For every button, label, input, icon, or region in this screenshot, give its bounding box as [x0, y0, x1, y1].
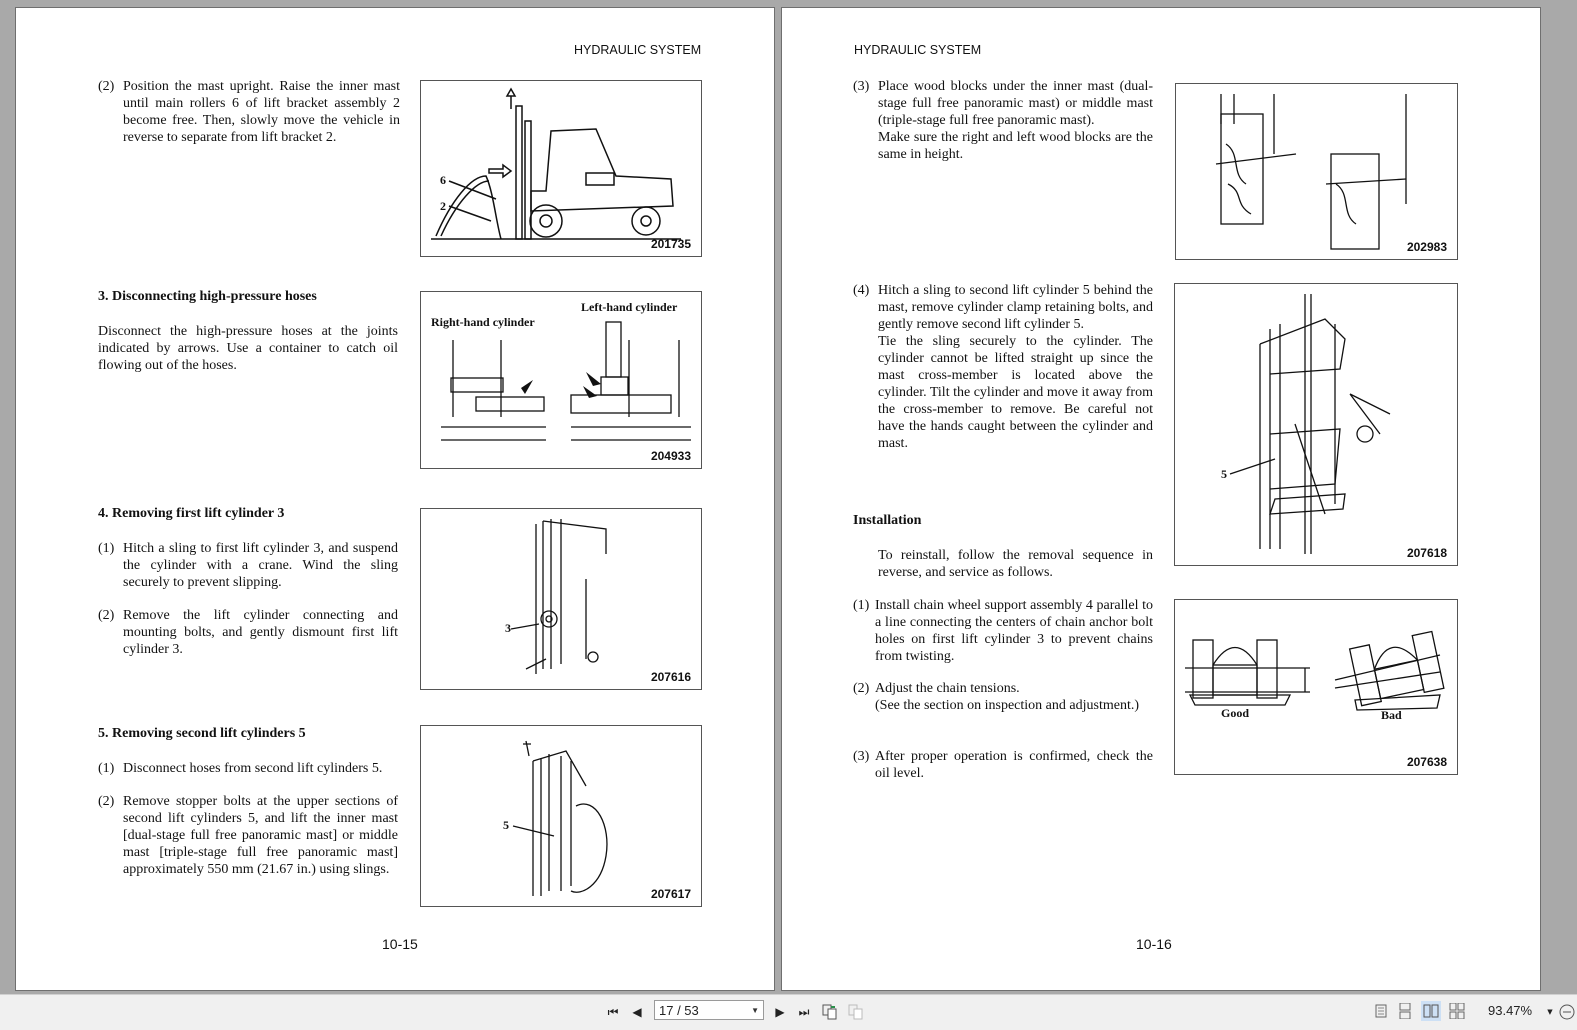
status-bar	[0, 994, 1577, 1030]
step-4: (4) Hitch a sling to second lift cylinder 5 behind the mast, remove cylinder clamp retaining bolts, and gently remove second lift cylinder 5. Tie the sling securely to the cylinder. The cylinder cannot be lifted straight up since the mast cross-member is located above the cylinder. Tilt the cylinder and move it away from the cross-member to remove. Be careful not have the hands caught between the cylinder and mast.	[853, 283, 1153, 451]
continuous-page-icon	[1399, 1003, 1411, 1019]
callout-3: 3	[505, 621, 511, 635]
figure-id: 207617	[650, 887, 691, 901]
section-4-item-1: (1) Hitch a sling to first lift cylinder 3, and suspend the cylinder with a crane. Wind the sling securely to prevent slipping.	[98, 541, 398, 590]
document-page-left	[15, 7, 775, 991]
installation-intro: To reinstall, follow the removal sequence in reverse, and service as follows.	[878, 548, 1153, 580]
callout-2: 2	[440, 199, 446, 213]
section-3-title: 3. Disconnecting high-pressure hoses	[98, 289, 317, 304]
first-page-button[interactable]	[604, 1003, 622, 1021]
chevron-down-icon[interactable]: ▼	[751, 1006, 759, 1015]
section-3-body: Disconnect the high-pressure hoses at the joints indicated by arrows. Use a container to catch oil flowing out of the hoses.	[98, 324, 398, 373]
installation-item-3: (3) After proper operation is confirmed, check the oil level.	[853, 749, 1153, 781]
forklift-illustration	[421, 81, 701, 256]
last-page-icon: ⏭	[798, 1004, 810, 1019]
section-4-item-2: (2) Remove the lift cylinder connecting and mounting bolts, and gently dismount first lift cylinder 3.	[98, 608, 398, 657]
zoom-out-icon	[1559, 1004, 1575, 1020]
next-page-button[interactable]	[771, 1003, 789, 1021]
section-5-item-2: (2) Remove stopper bolts at the upper sections of second lift cylinders 5, and lift the inner mast [dual-stage full free panoramic mast] or middle mast [triple-stage full free panoramic mast] approximately 550 mm (21.67 in.) using slings.	[98, 794, 398, 877]
cylinder-removal-illustration	[1175, 284, 1457, 565]
figure-second-lift-cylinder-removal	[1174, 283, 1458, 566]
running-header: HYDRAULIC SYSTEM	[854, 43, 982, 57]
facing-pages-icon	[1423, 1004, 1439, 1018]
previous-view-icon	[822, 1004, 838, 1020]
previous-view-button[interactable]	[821, 1003, 839, 1021]
figure-forklift	[420, 80, 702, 257]
figure-hose-joints	[420, 291, 702, 469]
figure-id: 204933	[650, 449, 691, 463]
zoom-dropdown[interactable]	[1544, 1003, 1556, 1021]
chevron-down-icon: ▼	[1547, 1008, 1553, 1016]
next-page-icon: ▶	[775, 1005, 785, 1019]
step-3: (3) Place wood blocks under the inner mast (dual-stage full free panoramic mast) or middle mast (triple-stage full free panoramic mast). Make sure the right and left wood blocks are the same in height.	[853, 79, 1153, 162]
last-page-button[interactable]	[795, 1003, 813, 1021]
section-4-title: 4. Removing first lift cylinder 3	[98, 506, 285, 521]
figure-id: 201735	[650, 237, 691, 251]
zoom-level[interactable]: 93.47%	[1488, 1003, 1533, 1018]
callout-5: 5	[1221, 467, 1227, 481]
callout-6: 6	[440, 173, 446, 187]
continuous-facing-icon	[1449, 1003, 1465, 1019]
first-page-icon: ⏮	[607, 1004, 619, 1019]
page-number-input[interactable]: 17 / 53 ▼	[654, 1000, 764, 1020]
first-lift-cylinder-illustration	[421, 509, 701, 689]
label-right-hand-cylinder: Right-hand cylinder	[431, 315, 535, 329]
previous-page-icon: ◀	[632, 1005, 642, 1019]
page-number: 10-15	[382, 936, 418, 952]
section-5-title: 5. Removing second lift cylinders 5	[98, 726, 306, 741]
view-continuous-facing-button[interactable]	[1447, 1001, 1467, 1021]
figure-id: 202983	[1406, 240, 1447, 254]
figure-chain-wheel-alignment	[1174, 599, 1458, 775]
label-bad: Bad	[1381, 708, 1402, 722]
installation-title: Installation	[853, 513, 922, 528]
next-view-icon	[848, 1004, 864, 1020]
zoom-out-button[interactable]	[1558, 1003, 1576, 1021]
section-5-item-1: (1) Disconnect hoses from second lift cylinders 5.	[98, 761, 383, 776]
figure-id: 207638	[1406, 755, 1447, 769]
view-facing-button[interactable]	[1421, 1001, 1441, 1021]
second-lift-cylinders-illustration	[421, 726, 701, 906]
next-view-button[interactable]	[847, 1003, 865, 1021]
document-page-right	[781, 7, 1541, 991]
figure-first-lift-cylinder	[420, 508, 702, 690]
hose-joint-illustration	[421, 292, 701, 468]
figure-id: 207616	[650, 670, 691, 684]
callout-5: 5	[503, 818, 509, 832]
figure-id: 207618	[1406, 546, 1447, 560]
step-2: (2) Position the mast upright. Raise the inner mast until main rollers 6 of lift bracket assembly 2 become free. Then, slowly move the vehicle in reverse to separate from lift bracket 2.	[98, 79, 400, 145]
wood-blocks-illustration	[1176, 84, 1457, 259]
previous-page-button[interactable]	[628, 1003, 646, 1021]
chain-wheel-illustration	[1175, 600, 1457, 774]
installation-item-1: (1) Install chain wheel support assembly 4 parallel to a line connecting the centers of chain anchor bolt holes on first lift cylinder 3 to prevent chains from twisting.	[853, 598, 1153, 664]
installation-item-2: (2) Adjust the chain tensions. (See the section on inspection and adjustment.)	[853, 681, 1139, 713]
figure-second-lift-cylinders	[420, 725, 702, 907]
single-page-icon	[1375, 1004, 1387, 1018]
running-header: HYDRAULIC SYSTEM	[574, 43, 702, 57]
label-good: Good	[1221, 706, 1250, 720]
page-number: 10-16	[1136, 936, 1172, 952]
figure-wood-blocks	[1175, 83, 1458, 260]
view-single-page-button[interactable]	[1371, 1001, 1391, 1021]
label-left-hand-cylinder: Left-hand cylinder	[581, 300, 678, 314]
view-continuous-button[interactable]	[1395, 1001, 1415, 1021]
